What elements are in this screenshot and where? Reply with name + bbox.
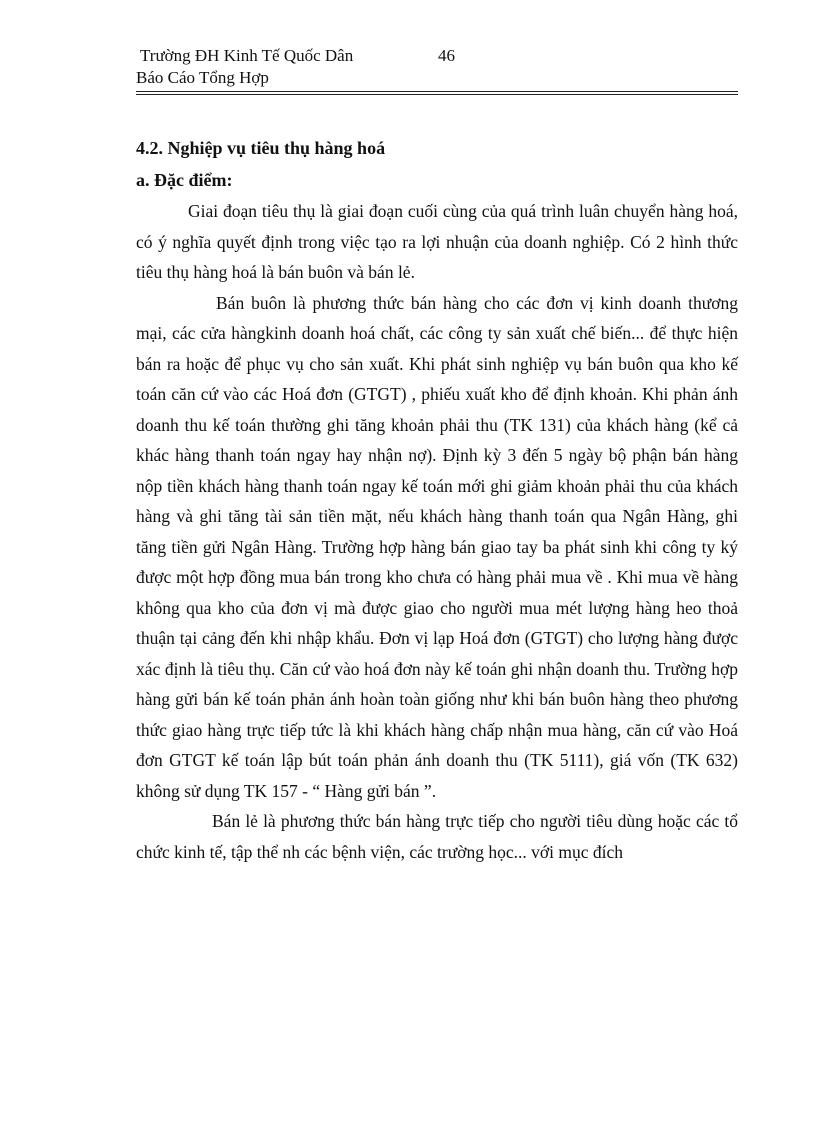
section-subtitle: a. Đặc điểm: bbox=[136, 170, 233, 190]
header-school-name: Trường ĐH Kinh Tế Quốc Dân bbox=[140, 46, 354, 65]
document-body bbox=[136, 132, 738, 867]
paragraph-retail: Bán lẻ là phương thức bán hàng trực tiếp cho người tiêu dùng hoặc các tổ chức kinh tế, tập thể nh các bệnh viện, các trường học... với mục đích bbox=[136, 811, 738, 862]
header-rule-top bbox=[136, 91, 738, 92]
paragraph-intro: Giai đoạn tiêu thụ là giai đoạn cuối cùng của quá trình luân chuyển hàng hoá, có ý nghĩa quyết định trong việc tạo ra lợi nhuận của doanh nghiệp. Có 2 hình thức tiêu thụ hàng hoá là bán buôn và bán lẻ. bbox=[136, 201, 738, 282]
header-report-title: Báo Cáo Tổng Hợp bbox=[136, 68, 269, 87]
header-rule-bottom bbox=[136, 94, 738, 95]
page-number: 46 bbox=[438, 46, 455, 65]
page-header bbox=[136, 44, 738, 87]
paragraph-wholesale: Bán buôn là phương thức bán hàng cho các đơn vị kinh doanh thương mại, các cửa hàngkinh doanh hoá chất, các công ty sản xuất chế biến... để thực hiện bán ra hoặc để phục vụ cho sản xuất. Khi phát sinh nghiệp vụ bán buôn qua kho kế toán căn cứ vào các Hoá đơn (GTGT) , phiếu xuất kho để định khoản. Khi phản ánh doanh thu kế toán thường ghi tăng khoản phải thu (TK 131) của khách hàng (kể cả khác hàng thanh toán ngay hay nhận nợ). Định kỳ 3 đến 5 ngày bộ phận bán hàng nộp tiền khách hàng thanh toán ngay kế toán mới ghi giảm khoản phải thu của khách hàng và ghi tăng tài sản tiền mặt, nếu khách hàng thanh toán qua Ngân Hàng, ghi tăng tiền gửi Ngân Hàng. Trường hợp hàng bán giao tay ba phát sinh khi công ty ký được một hợp đồng mua bán trong kho chưa có hàng phải mua về . Khi mua về hàng không qua kho của đơn vị mà được giao cho người mua mét lượng hàng heo thoả thuận tại cảng đến khi nhập khẩu. Đơn vị lạp Hoá đơn (GTGT) cho lượng hàng được xác định là tiêu thụ. Căn cứ vào hoá đơn này kế toán ghi nhận doanh thu. Trường hợp hàng gửi bán kế toán phản ánh hoàn toàn giống như khi bán buôn hàng theo phương thức giao hàng trực tiếp tức là khi khách hàng chấp nhận mua hàng, căn cứ vào Hoá đơn GTGT kế toán lập bút toán phản ánh doanh thu (TK 5111), giá vốn (TK 632) không sử dụng TK 157 - “ Hàng gửi bán ”. bbox=[136, 292, 738, 801]
section-title: 4.2. Nghiệp vụ tiêu thụ hàng hoá bbox=[136, 138, 386, 158]
